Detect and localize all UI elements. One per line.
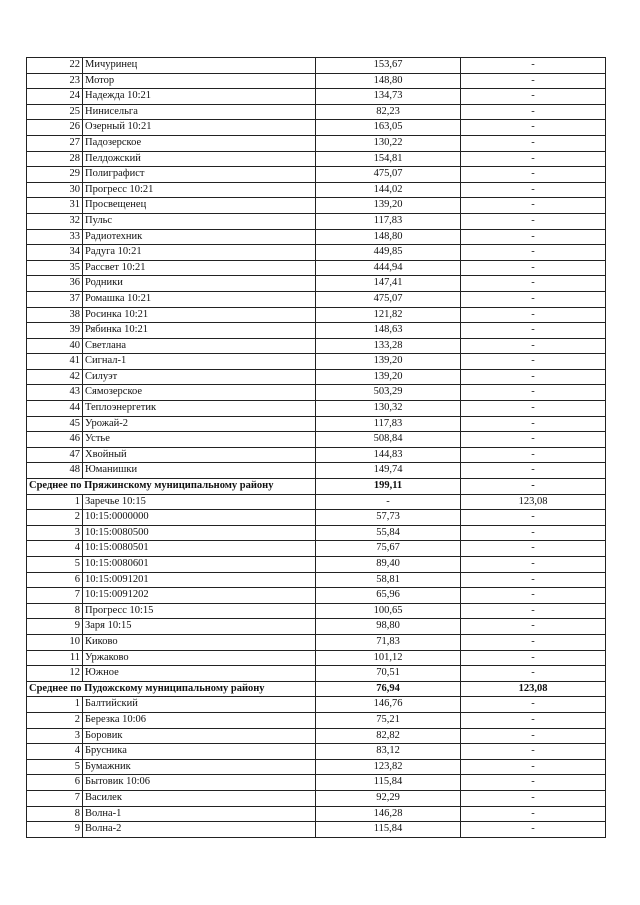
value-cell-1: 148,63 [316,323,461,339]
table-row [27,385,606,401]
row-number: 23 [27,73,83,89]
settlement-name: Рассвет 10:21 [83,260,316,276]
settlement-name: Заря 10:15 [83,619,316,635]
value-cell-1: 146,76 [316,697,461,713]
settlement-name: Василек [83,790,316,806]
table-row [27,790,606,806]
value-cell-2: - [461,666,606,682]
value-cell-1: 508,84 [316,432,461,448]
row-number: 46 [27,432,83,448]
row-number: 31 [27,198,83,214]
row-number: 44 [27,401,83,417]
value-cell-1: 503,29 [316,385,461,401]
value-cell-2: - [461,323,606,339]
row-number: 6 [27,572,83,588]
table-row [27,588,606,604]
row-number: 34 [27,245,83,261]
value-cell-2: - [461,447,606,463]
row-number: 6 [27,775,83,791]
table-row [27,354,606,370]
row-number: 40 [27,338,83,354]
average-label: Среднее по Пудожскому муниципальному району [27,681,316,697]
value-cell-1: 139,20 [316,354,461,370]
table-row [27,120,606,136]
average-label: Среднее по Пряжинскому муниципальному району [27,479,316,495]
row-number: 43 [27,385,83,401]
table-row [27,759,606,775]
settlement-name: Южное [83,666,316,682]
value-cell-1: 82,23 [316,104,461,120]
value-cell-1: 117,83 [316,213,461,229]
value-cell-2: - [461,712,606,728]
value-cell-2: - [461,697,606,713]
value-cell-1: 163,05 [316,120,461,136]
row-number: 42 [27,369,83,385]
settlement-name: Боровик [83,728,316,744]
value-cell-2: - [461,619,606,635]
table-row [27,728,606,744]
settlement-name: Березка 10:06 [83,712,316,728]
settlement-name: Волна-2 [83,822,316,838]
settlement-name: Радиотехник [83,229,316,245]
value-cell-1: 121,82 [316,307,461,323]
value-cell-1: 117,83 [316,416,461,432]
settlement-name: Просвещенец [83,198,316,214]
settlement-name: Нинисельга [83,104,316,120]
value-cell-1: 154,81 [316,151,461,167]
row-number: 5 [27,759,83,775]
value-cell-1: 82,82 [316,728,461,744]
table-row [27,634,606,650]
row-number: 7 [27,790,83,806]
table-row [27,463,606,479]
table-row [27,541,606,557]
value-cell-2: - [461,822,606,838]
value-cell-2: - [461,728,606,744]
value-cell-2: - [461,198,606,214]
value-cell-1: 101,12 [316,650,461,666]
value-cell-2: - [461,151,606,167]
table-row [27,151,606,167]
settlement-name: Волна-1 [83,806,316,822]
value-cell-2: - [461,276,606,292]
table-row [27,510,606,526]
value-cell-2: - [461,588,606,604]
row-number: 28 [27,151,83,167]
value-cell-1: 58,81 [316,572,461,588]
value-cell-2: - [461,182,606,198]
row-number: 3 [27,728,83,744]
table-row [27,104,606,120]
value-cell-1: 449,85 [316,245,461,261]
table-row [27,494,606,510]
value-cell-1: 139,20 [316,198,461,214]
value-cell-1: 147,41 [316,276,461,292]
settlement-name: Пелдожский [83,151,316,167]
settlement-name: Озерный 10:21 [83,120,316,136]
settlement-name: 10:15:0080501 [83,541,316,557]
district-average-row [27,479,606,495]
value-cell-1: 75,67 [316,541,461,557]
value-cell-1: 98,80 [316,619,461,635]
table-row [27,822,606,838]
table-row [27,666,606,682]
row-number: 24 [27,89,83,105]
value-cell-1: 130,22 [316,135,461,151]
settlement-name: Силуэт [83,369,316,385]
table-row [27,650,606,666]
table-row [27,806,606,822]
table-row [27,167,606,183]
value-cell-2: - [461,603,606,619]
row-number: 9 [27,822,83,838]
row-number: 48 [27,463,83,479]
settlement-name: Ромашка 10:21 [83,291,316,307]
row-number: 25 [27,104,83,120]
table-row [27,603,606,619]
row-number: 11 [27,650,83,666]
table-row [27,198,606,214]
value-cell-1: 134,73 [316,89,461,105]
table-row [27,744,606,760]
value-cell-1: - [316,494,461,510]
settlement-name: Киково [83,634,316,650]
row-number: 33 [27,229,83,245]
value-cell-1: 199,11 [316,479,461,495]
row-number: 3 [27,525,83,541]
value-cell-2: - [461,167,606,183]
table-row [27,213,606,229]
value-cell-1: 139,20 [316,369,461,385]
settlement-name: Радуга 10:21 [83,245,316,261]
value-cell-1: 115,84 [316,775,461,791]
settlement-name: Прогресс 10:21 [83,182,316,198]
row-number: 27 [27,135,83,151]
table-row [27,245,606,261]
value-cell-2: - [461,307,606,323]
value-cell-1: 148,80 [316,229,461,245]
settlement-name: Бумажник [83,759,316,775]
data-table [26,57,606,838]
settlement-name: Пульс [83,213,316,229]
row-number: 4 [27,744,83,760]
settlement-name: Мотор [83,73,316,89]
row-number: 35 [27,260,83,276]
value-cell-2: - [461,775,606,791]
table-row [27,697,606,713]
table-row [27,572,606,588]
settlement-name: 10:15:0080601 [83,557,316,573]
settlement-name: Урожай-2 [83,416,316,432]
value-cell-2: 123,08 [461,681,606,697]
value-cell-2: 123,08 [461,494,606,510]
row-number: 1 [27,697,83,713]
table-row [27,307,606,323]
value-cell-2: - [461,790,606,806]
table-row [27,229,606,245]
settlement-name: Заречье 10:15 [83,494,316,510]
value-cell-2: - [461,229,606,245]
value-cell-2: - [461,510,606,526]
settlement-name: Брусника [83,744,316,760]
table-row [27,323,606,339]
settlement-name: Прогресс 10:15 [83,603,316,619]
settlement-name: Родники [83,276,316,292]
row-number: 4 [27,541,83,557]
value-cell-2: - [461,338,606,354]
row-number: 7 [27,588,83,604]
value-cell-2: - [461,73,606,89]
value-cell-2: - [461,525,606,541]
table-row [27,525,606,541]
value-cell-2: - [461,463,606,479]
table-row [27,89,606,105]
value-cell-1: 83,12 [316,744,461,760]
table-row [27,260,606,276]
value-cell-2: - [461,541,606,557]
table-row [27,73,606,89]
settlement-name: 10:15:0091201 [83,572,316,588]
settlement-name: Уржаково [83,650,316,666]
table-row [27,182,606,198]
value-cell-2: - [461,120,606,136]
table-row [27,338,606,354]
value-cell-1: 75,21 [316,712,461,728]
value-cell-2: - [461,89,606,105]
table-row [27,135,606,151]
row-number: 32 [27,213,83,229]
value-cell-1: 76,94 [316,681,461,697]
value-cell-1: 148,80 [316,73,461,89]
value-cell-2: - [461,260,606,276]
row-number: 12 [27,666,83,682]
table-row [27,712,606,728]
row-number: 8 [27,603,83,619]
value-cell-1: 153,67 [316,58,461,74]
value-cell-1: 55,84 [316,525,461,541]
row-number: 38 [27,307,83,323]
value-cell-2: - [461,416,606,432]
district-average-row [27,681,606,697]
settlement-name: Падозерское [83,135,316,151]
row-number: 1 [27,494,83,510]
value-cell-1: 100,65 [316,603,461,619]
table-row [27,447,606,463]
value-cell-1: 65,96 [316,588,461,604]
value-cell-2: - [461,634,606,650]
table-body [27,58,606,838]
value-cell-1: 149,74 [316,463,461,479]
value-cell-2: - [461,432,606,448]
settlement-name: Балтийский [83,697,316,713]
value-cell-1: 444,94 [316,260,461,276]
table-row [27,775,606,791]
table-row [27,432,606,448]
value-cell-2: - [461,759,606,775]
settlement-name: Юманишки [83,463,316,479]
table-row [27,557,606,573]
row-number: 26 [27,120,83,136]
row-number: 10 [27,634,83,650]
row-number: 5 [27,557,83,573]
value-cell-2: - [461,291,606,307]
settlement-name: Теплоэнергетик [83,401,316,417]
settlement-name: Сигнал-1 [83,354,316,370]
value-cell-2: - [461,104,606,120]
settlement-name: Росинка 10:21 [83,307,316,323]
settlement-name: 10:15:0000000 [83,510,316,526]
table-row [27,401,606,417]
row-number: 36 [27,276,83,292]
table-row [27,416,606,432]
value-cell-2: - [461,401,606,417]
settlement-name: Сямозерское [83,385,316,401]
value-cell-1: 89,40 [316,557,461,573]
value-cell-1: 115,84 [316,822,461,838]
value-cell-2: - [461,213,606,229]
settlement-name: Полиграфист [83,167,316,183]
settlement-name: Мичуринец [83,58,316,74]
value-cell-1: 130,32 [316,401,461,417]
value-cell-1: 92,29 [316,790,461,806]
row-number: 22 [27,58,83,74]
settlement-name: Устье [83,432,316,448]
value-cell-2: - [461,135,606,151]
value-cell-2: - [461,572,606,588]
value-cell-1: 144,02 [316,182,461,198]
value-cell-2: - [461,385,606,401]
value-cell-1: 123,82 [316,759,461,775]
row-number: 30 [27,182,83,198]
row-number: 45 [27,416,83,432]
value-cell-1: 144,83 [316,447,461,463]
settlement-name: 10:15:0080500 [83,525,316,541]
settlement-name: Хвойный [83,447,316,463]
value-cell-2: - [461,479,606,495]
table-row [27,58,606,74]
value-cell-2: - [461,369,606,385]
row-number: 8 [27,806,83,822]
row-number: 39 [27,323,83,339]
value-cell-2: - [461,354,606,370]
row-number: 29 [27,167,83,183]
value-cell-1: 71,83 [316,634,461,650]
table-row [27,619,606,635]
value-cell-1: 133,28 [316,338,461,354]
table-row [27,276,606,292]
value-cell-2: - [461,650,606,666]
value-cell-1: 70,51 [316,666,461,682]
row-number: 37 [27,291,83,307]
table-row [27,291,606,307]
value-cell-1: 475,07 [316,167,461,183]
table-row [27,369,606,385]
settlement-name: Надежда 10:21 [83,89,316,105]
row-number: 2 [27,510,83,526]
value-cell-2: - [461,557,606,573]
value-cell-2: - [461,744,606,760]
settlement-name: Бытовик 10:06 [83,775,316,791]
row-number: 2 [27,712,83,728]
value-cell-2: - [461,58,606,74]
settlement-name: Светлана [83,338,316,354]
value-cell-2: - [461,245,606,261]
row-number: 41 [27,354,83,370]
value-cell-1: 146,28 [316,806,461,822]
value-cell-1: 57,73 [316,510,461,526]
value-cell-2: - [461,806,606,822]
row-number: 9 [27,619,83,635]
row-number: 47 [27,447,83,463]
value-cell-1: 475,07 [316,291,461,307]
settlement-name: 10:15:0091202 [83,588,316,604]
settlement-name: Рябинка 10:21 [83,323,316,339]
